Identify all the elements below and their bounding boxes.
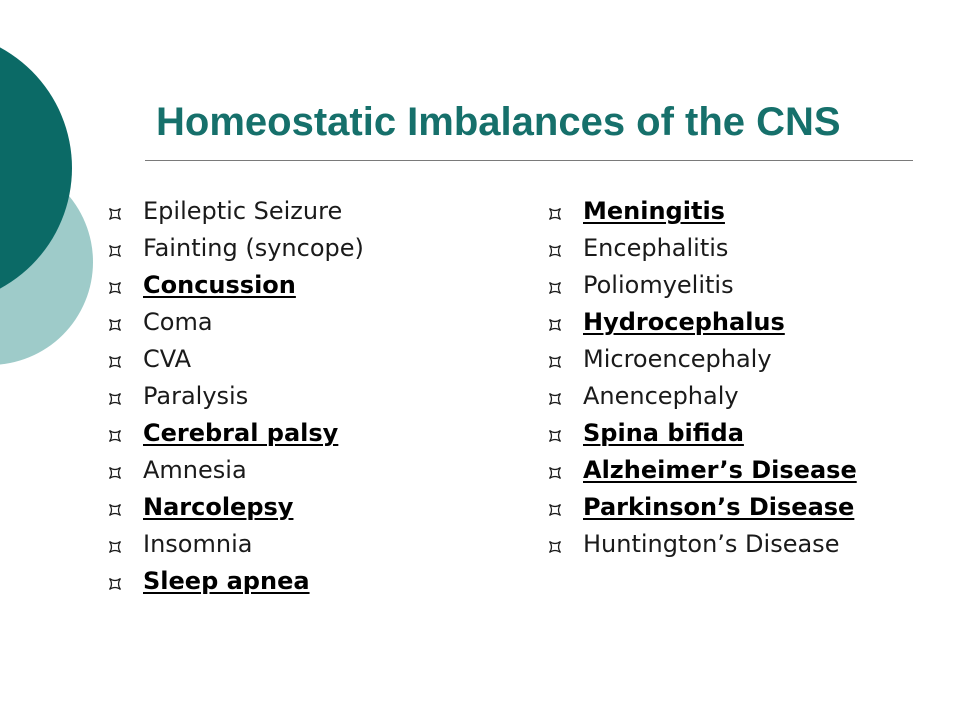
square-bullet-icon [548,503,562,517]
item-label: Poliomyelitis [583,271,734,299]
square-bullet-icon [108,318,122,332]
item-label: Fainting (syncope) [143,234,364,262]
square-bullet-icon [108,577,122,591]
left-bullet-list [105,193,515,600]
item-label: Huntington’s Disease [583,530,840,558]
square-bullet-icon [108,540,122,554]
square-bullet-icon [548,392,562,406]
list-item-anencephaly [545,378,945,415]
square-bullet-icon [548,540,562,554]
square-bullet-icon [548,244,562,258]
slide-title: Homeostatic Imbalances of the CNS [156,100,841,144]
list-item-fainting-syncope [105,230,515,267]
list-item-encephalitis [545,230,945,267]
item-label: Epileptic Seizure [143,197,343,225]
item-label: Anencephaly [583,382,739,410]
item-label: Microencephaly [583,345,772,373]
square-bullet-icon [108,429,122,443]
list-item-spina-bifida[interactable] [545,415,945,452]
square-bullet-icon [108,466,122,480]
list-item-cerebral-palsy[interactable] [105,415,515,452]
square-bullet-icon [548,318,562,332]
link-spina-bifida[interactable]: Spina bifida [583,419,744,447]
list-item-concussion[interactable] [105,267,515,304]
list-item-alzheimers-disease[interactable] [545,452,945,489]
link-concussion[interactable]: Concussion [143,271,296,299]
list-item-microencephaly [545,341,945,378]
link-meningitis[interactable]: Meningitis [583,197,725,225]
link-narcolepsy[interactable]: Narcolepsy [143,493,294,521]
list-item-epileptic-seizure [105,193,515,230]
square-bullet-icon [548,466,562,480]
list-item-huntingtons-disease [545,526,945,563]
list-item-coma [105,304,515,341]
list-item-meningitis[interactable] [545,193,945,230]
list-item-cva [105,341,515,378]
list-item-paralysis [105,378,515,415]
square-bullet-icon [108,207,122,221]
square-bullet-icon [108,392,122,406]
link-parkinsons-disease[interactable]: Parkinson’s Disease [583,493,855,521]
decorative-circles [0,0,120,380]
square-bullet-icon [548,429,562,443]
square-bullet-icon [108,355,122,369]
list-item-insomnia [105,526,515,563]
item-label: Paralysis [143,382,249,410]
list-item-poliomyelitis [545,267,945,304]
item-label: Coma [143,308,213,336]
list-item-hydrocephalus[interactable] [545,304,945,341]
item-label: CVA [143,345,192,373]
square-bullet-icon [108,281,122,295]
list-item-amnesia [105,452,515,489]
link-hydrocephalus[interactable]: Hydrocephalus [583,308,785,336]
square-bullet-icon [548,207,562,221]
list-item-parkinsons-disease[interactable] [545,489,945,526]
link-cerebral-palsy[interactable]: Cerebral palsy [143,419,339,447]
list-item-sleep-apnea[interactable] [105,563,515,600]
square-bullet-icon [548,355,562,369]
item-label: Encephalitis [583,234,729,262]
square-bullet-icon [108,244,122,258]
link-alzheimers-disease[interactable]: Alzheimer’s Disease [583,456,857,484]
link-sleep-apnea[interactable]: Sleep apnea [143,567,310,595]
right-bullet-list [545,193,945,563]
title-divider [145,160,913,161]
square-bullet-icon [548,281,562,295]
item-label: Amnesia [143,456,247,484]
square-bullet-icon [108,503,122,517]
list-item-narcolepsy[interactable] [105,489,515,526]
item-label: Insomnia [143,530,253,558]
